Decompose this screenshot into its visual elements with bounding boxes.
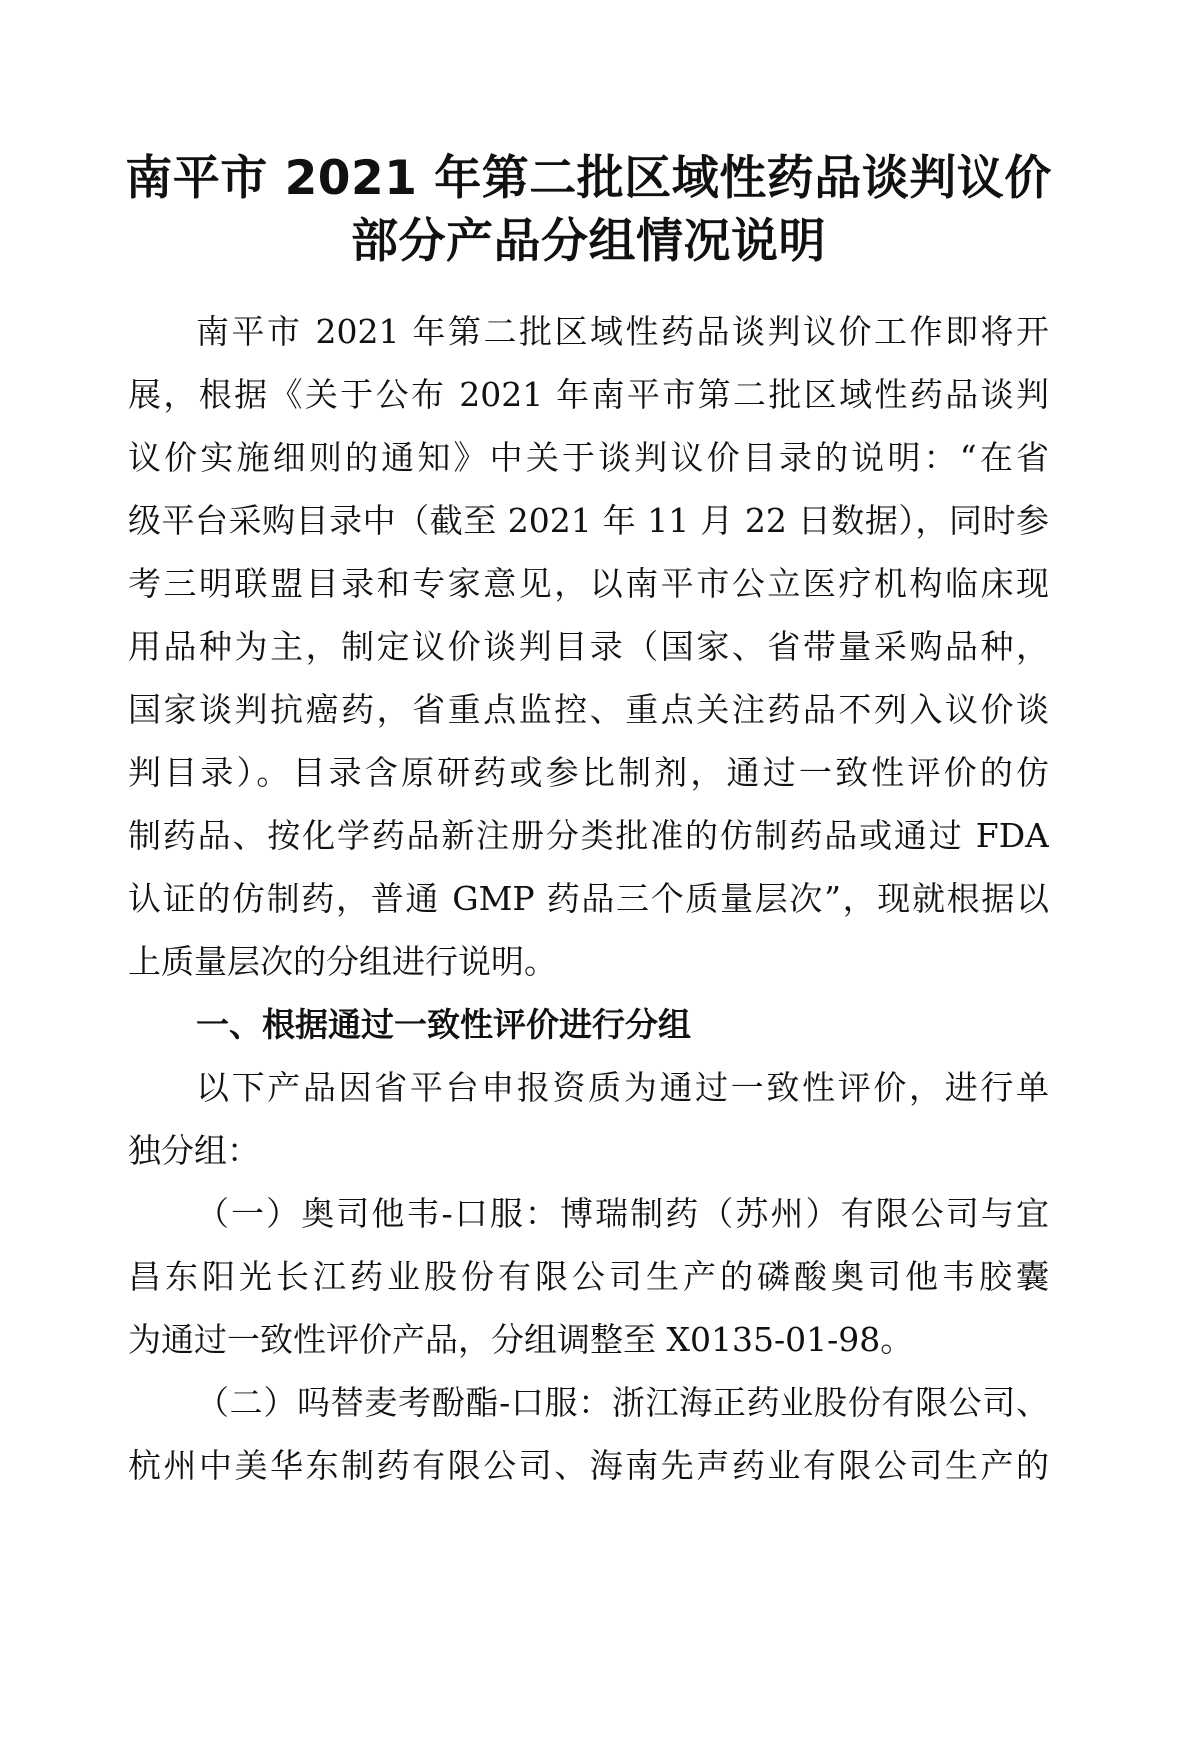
section-1-para-line-1: 以下产品因省平台申报资质为通过一致性评价，进行单 (196, 1068, 1049, 1107)
section-1-para-line-2: 独分组： (128, 1131, 260, 1170)
item-2-line-2: 杭州中美华东制药有限公司、海南先声药业有限公司生产的 (128, 1446, 1049, 1485)
intro-line-6: 用品种为主，制定议价谈判目录（国家、省带量采购品种， (128, 627, 1049, 666)
intro-line-5: 考三明联盟目录和专家意见，以南平市公立医疗机构临床现 (128, 564, 1049, 603)
intro-line-4: 级平台采购目录中（截至 2021 年 11 月 22 日数据），同时参 (128, 501, 1049, 540)
intro-line-9: 制药品、按化学药品新注册分类批准的仿制药品或通过 FDA (128, 816, 1049, 855)
intro-line-3: 议价实施细则的通知》中关于谈判议价目录的说明：“在省 (128, 438, 1049, 477)
item-1-line-1: （一）奥司他韦-口服：博瑞制药（苏州）有限公司与宜 (196, 1194, 1049, 1233)
item-1-line-3: 为通过一致性评价产品，分组调整至 X0135-01-98。 (128, 1320, 914, 1359)
intro-line-10: 认证的仿制药，普通 GMP 药品三个质量层次”，现就根据以 (128, 879, 1049, 918)
item-1-line-2: 昌东阳光长江药业股份有限公司生产的磷酸奥司他韦胶囊 (128, 1257, 1049, 1296)
intro-line-11: 上质量层次的分组进行说明。 (128, 942, 557, 981)
intro-line-1: 南平市 2021 年第二批区域性药品谈判议价工作即将开 (196, 312, 1049, 351)
intro-line-8: 判目录）。目录含原研药或参比制剂，通过一致性评价的仿 (128, 753, 1049, 792)
item-2-line-1: （二）吗替麦考酚酯-口服：浙江海正药业股份有限公司、 (196, 1383, 1049, 1422)
document-title-line-2: 部分产品分组情况说明 (351, 214, 826, 269)
intro-line-7: 国家谈判抗癌药，省重点监控、重点关注药品不列入议价谈 (128, 690, 1049, 729)
document-title-line-1: 南平市 2021 年第二批区域性药品谈判议价 (125, 151, 1052, 206)
intro-line-2: 展，根据《关于公布 2021 年南平市第二批区域性药品谈判 (128, 375, 1049, 414)
section-1-heading: 一、根据通过一致性评价进行分组 (196, 1005, 691, 1044)
